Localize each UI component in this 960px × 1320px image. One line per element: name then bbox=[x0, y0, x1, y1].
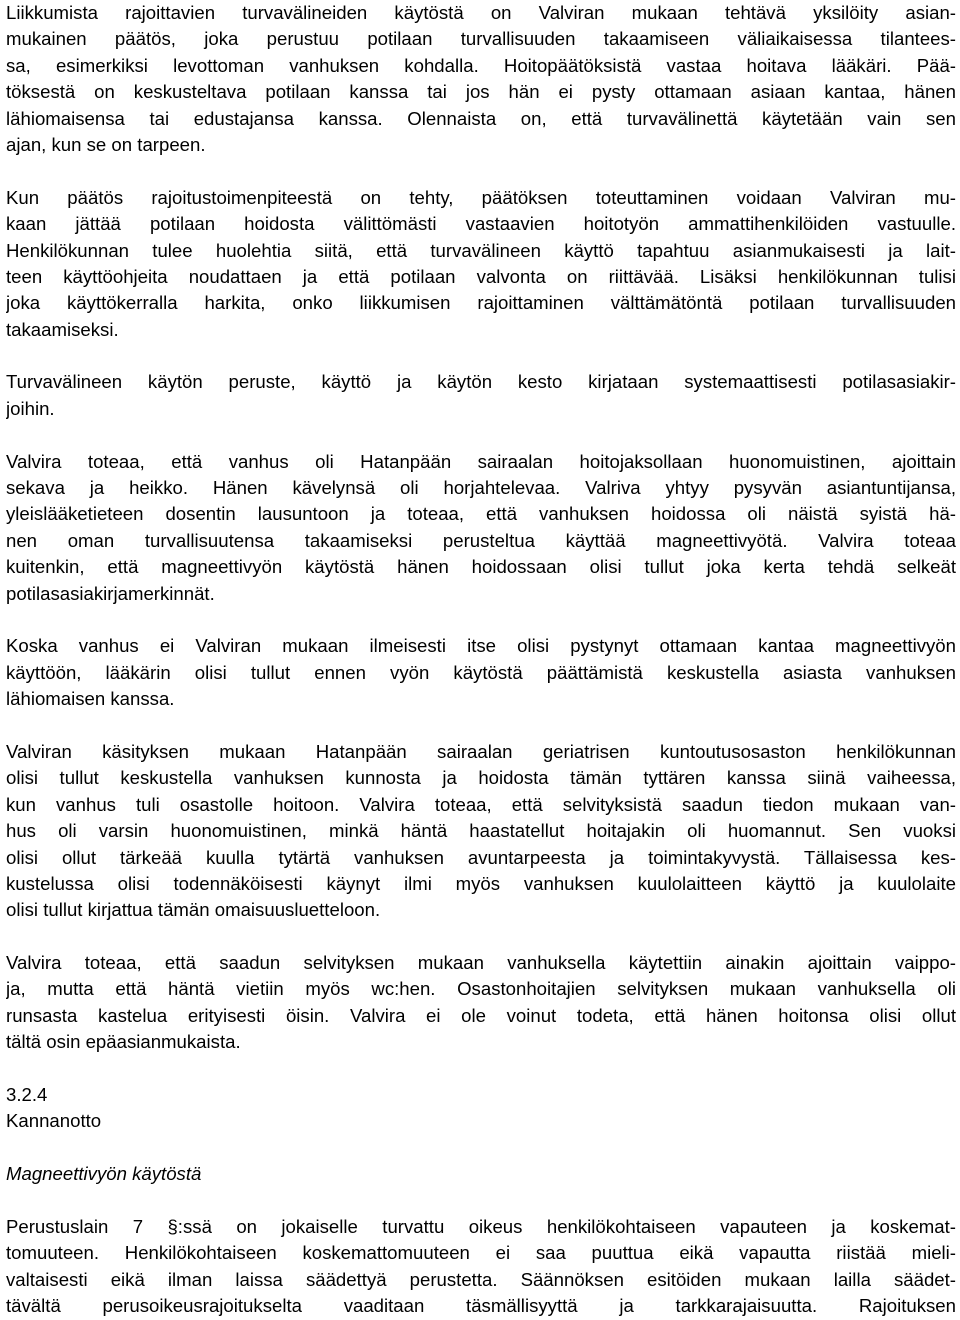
text-line: Liikkumista rajoittavien turvavälineiden käytöstä on Valviran mukaan tehtävä yksilöity asian- bbox=[6, 2, 956, 23]
text-line: nen oman turvallisuutensa takaamiseksi perusteltua käyttää magneettivyötä. Valvira toteaa bbox=[6, 529, 956, 551]
text-line: Turvavälineen käytön peruste, käyttö ja käytön kesto kirjataan systemaattisesti potilasasiakir- bbox=[6, 371, 956, 393]
text-line: takaamiseksi. bbox=[6, 318, 119, 340]
paragraph-final bbox=[6, 1214, 956, 1320]
text-line: tävältä perusoikeusrajoitukselta vaaditaan täsmällisyyttä ja tarkkarajaisuutta. Rajoituksen bbox=[6, 1295, 956, 1317]
text-line: valtaisesti eikä ilman laissa säädettyä perustetta. Säännöksen esitöiden mukaan laillа säädet- bbox=[6, 1268, 956, 1290]
paragraph-gap bbox=[6, 1056, 956, 1082]
text-line: joka käyttökerralla harkita, onko liikkumisen rajoittaminen välttämätöntä potilaan turvallisuuden bbox=[6, 292, 956, 314]
text-line: Valvira toteaa, että vanhus oli Hatanpään sairaalan hoitojaksollaan huonomuistinen, ajoittain bbox=[6, 450, 956, 472]
text-line: tomuuteen. Henkilökohtaiseen koskemattomuuteen ei saa puuttua eikä vapautta riistää mieli- bbox=[6, 1242, 956, 1264]
paragraph-2 bbox=[6, 185, 956, 343]
paragraph-gap bbox=[6, 158, 956, 184]
text-line: kaan jättää potilaan hoidosta välittömästi vastaavien hoitotyön ammattihenkilöiden vastuulle. bbox=[6, 213, 956, 235]
text-line: Kun päätös rajoitustoimenpiteestä on tehty, päätöksen toteuttaminen voidaan Valviran mu- bbox=[6, 186, 956, 208]
paragraph-3 bbox=[6, 369, 956, 422]
document-page bbox=[6, 0, 956, 1320]
paragraph-gap bbox=[6, 422, 956, 448]
text-line: joihin. bbox=[6, 397, 55, 419]
text-line: tältä osin epäasianmukaista. bbox=[6, 1031, 241, 1053]
text-line: runsasta kastelua erityisesti öisin. Valvira ei ole voinut todeta, että hänen hoitonsa olisi ollut bbox=[6, 1004, 956, 1026]
paragraph-gap bbox=[6, 924, 956, 950]
paragraph-gap bbox=[6, 713, 956, 739]
text-line: teen käyttöohjeita noudattaen ja että potilaan valvonta on riittävää. Lisäksi henkilökunnan tulisi bbox=[6, 265, 956, 287]
text-line: ja, mutta että häntä vietiin myös wc:hen. Osastonhoitajien selvityksen mukaan vanhuksella oli bbox=[6, 978, 956, 1000]
paragraph-gap bbox=[6, 1188, 956, 1214]
text-line: Valvira toteaa, että saadun selvityksen mukaan vanhuksella käytettiin ainakin ajoittain vaippo- bbox=[6, 952, 956, 974]
paragraph-4 bbox=[6, 449, 956, 607]
paragraph-1 bbox=[6, 0, 956, 158]
text-line: yleislääketieteen dosentin lausuntoon ja toteaa, että vanhuksen hoidossa oli näistä syistä hä- bbox=[6, 503, 956, 525]
text-line: Koska vanhus ei Valviran mukaan ilmeisesti itse olisi pystynyt ottamaan kantaa magneettivyön bbox=[6, 635, 956, 657]
text-line: sekava ja heikko. Hänen kävelynsä oli horjahtelevaa. Valriva yhtyy pysyvän asiantuntijansa, bbox=[6, 477, 956, 499]
paragraph-gap bbox=[6, 343, 956, 369]
text-line: olisi tullut kirjattua tämän omaisuusluetteloon. bbox=[6, 899, 381, 921]
paragraph-6 bbox=[6, 739, 956, 924]
text-line: potilasasiakirjamerkinnät. bbox=[6, 582, 215, 604]
paragraph-gap bbox=[6, 1135, 956, 1161]
text-line: kuitenkin, että magneettivyön käytöstä hänen hoidossaan olisi tullut joka kerta tehdä selkeät bbox=[6, 556, 956, 578]
text-line: kun vanhus tuli osastolle hoitoon. Valvira toteaa, että selvityksistä saadun tiedon mukaan van- bbox=[6, 793, 956, 815]
text-line: mukainen päätös, joka perustuu potilaan turvallisuuden takaamiseen väliaikaisessa tilantees- bbox=[6, 28, 956, 50]
text-line: kustelussa olisi todennäköisesti käynyt ilmi myös vanhuksen kuulolaitteen käyttö ja kuulolaite bbox=[6, 872, 956, 894]
text-line: Henkilökunnan tulee huolehtia siitä, että turvavälineen käyttö tapahtuu asianmukaisesti ja lait- bbox=[6, 239, 956, 261]
section-title: Kannanotto bbox=[6, 1110, 102, 1132]
text-line: käyttöön, lääkärin olisi tullut ennen vyön käytöstä päättämistä keskustella asiasta vanhuksen bbox=[6, 661, 956, 683]
text-line: ajan, kun se on tarpeen. bbox=[6, 133, 206, 155]
paragraph-5 bbox=[6, 633, 956, 712]
section-number: 3.2.4 bbox=[6, 1084, 48, 1106]
paragraph-7 bbox=[6, 950, 956, 1056]
text-line: Perustuslain 7 §:ssä on jokaiselle turvattu oikeus henkilökohtaiseen vapauteen ja koskemat- bbox=[6, 1215, 956, 1237]
paragraph-gap bbox=[6, 607, 956, 633]
text-line: Valviran käsityksen mukaan Hatanpään sairaalan geriatrisen kuntoutusosaston henkilökunnan bbox=[6, 740, 956, 762]
section-heading bbox=[6, 1082, 956, 1135]
section-subheading: Magneettivyön käytöstä bbox=[6, 1163, 202, 1185]
text-line: töksestä on keskusteltava potilaan kanssa tai jos hän ei pysty ottamaan asiaan kantaa, hänen bbox=[6, 81, 956, 103]
text-line: hus oli varsin huonomuistinen, minkä häntä haastatellut hoitajakin oli huomannut. Sen vuoksi bbox=[6, 820, 956, 842]
text-line: sa, esimerkiksi levottoman vanhuksen kohdalla. Hoitopäätöksistä vastaa hoitava lääkäri. Pää- bbox=[6, 54, 956, 76]
text-line: olisi tullut keskustella vanhuksen kunnosta ja hoidosta tämän tyttären kanssa siinä vaiheessa, bbox=[6, 767, 956, 789]
text-line: olisi ollut tärkeää kuulla tytärtä vanhuksen avuntarpeesta ja toimintakyvystä. Tällaisessa kes- bbox=[6, 846, 956, 868]
text-line: lähiomaisensa tai edustajansa kanssa. Olennaista on, että turvavälinettä käytetään vain sen bbox=[6, 107, 956, 129]
text-line: lähiomaisen kanssa. bbox=[6, 688, 175, 710]
